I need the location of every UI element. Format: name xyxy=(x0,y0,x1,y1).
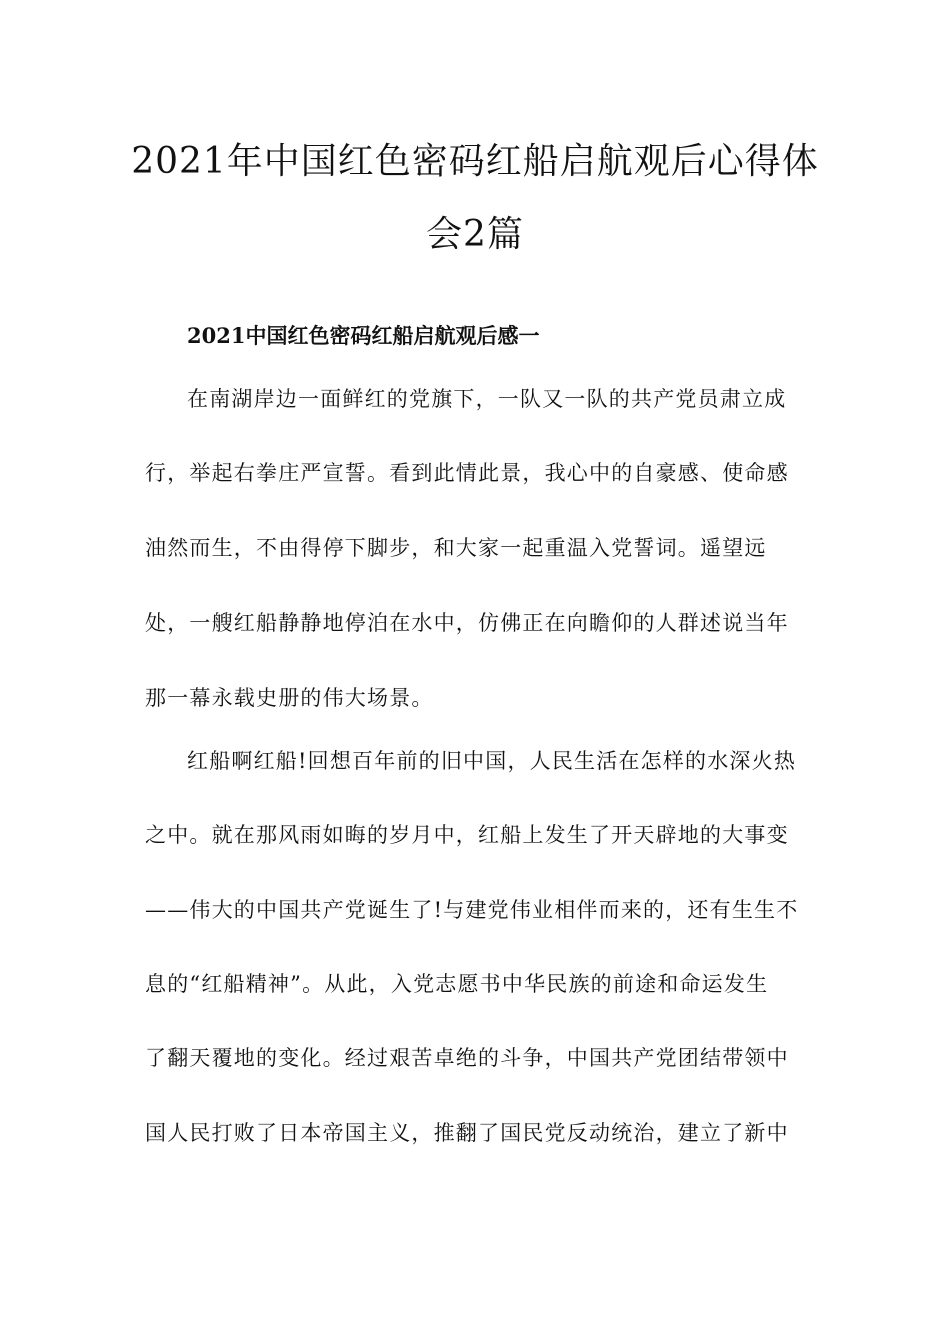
paragraph-2-line-4: 息的“红船精神”。从此，入党志愿书中华民族的前途和命运发生 xyxy=(145,972,769,996)
paragraph-1-line-4: 处，一艘红船静静地停泊在水中，仿佛正在向瞻仰的人群述说当年 xyxy=(145,611,789,635)
paragraph-1-line-1: 在南湖岸边一面鲜红的党旗下，一队又一队的共产党员肃立成 xyxy=(187,387,787,411)
paragraph-2-line-5: 了翻天覆地的变化。经过艰苦卓绝的斗争，中国共产党团结带领中 xyxy=(145,1046,789,1070)
paragraph-2-line-1: 红船啊红船!回想百年前的旧中国，人民生活在怎样的水深火热 xyxy=(187,749,797,773)
paragraph-1-line-2: 行，举起右拳庄严宣誓。看到此情此景，我心中的自豪感、使命感 xyxy=(145,461,789,485)
paragraph-1-line-3: 油然而生，不由得停下脚步，和大家一起重温入党誓词。遥望远 xyxy=(145,536,767,560)
document-title-line-1: 2021年中国红色密码红船启航观后心得体 xyxy=(131,141,819,182)
document-title-line-2: 会2篇 xyxy=(426,214,524,255)
section-heading: 2021中国红色密码红船启航观后感一 xyxy=(187,323,540,348)
paragraph-2-line-3: ——伟大的中国共产党诞生了!与建党伟业相伴而来的，还有生生不 xyxy=(145,898,799,922)
paragraph-1-line-5: 那一幕永载史册的伟大场景。 xyxy=(145,686,434,710)
paragraph-2-line-2: 之中。就在那风雨如晦的岁月中，红船上发生了开天辟地的大事变 xyxy=(145,823,789,847)
paragraph-2-line-6: 国人民打败了日本帝国主义，推翻了国民党反动统治，建立了新中 xyxy=(145,1121,789,1145)
